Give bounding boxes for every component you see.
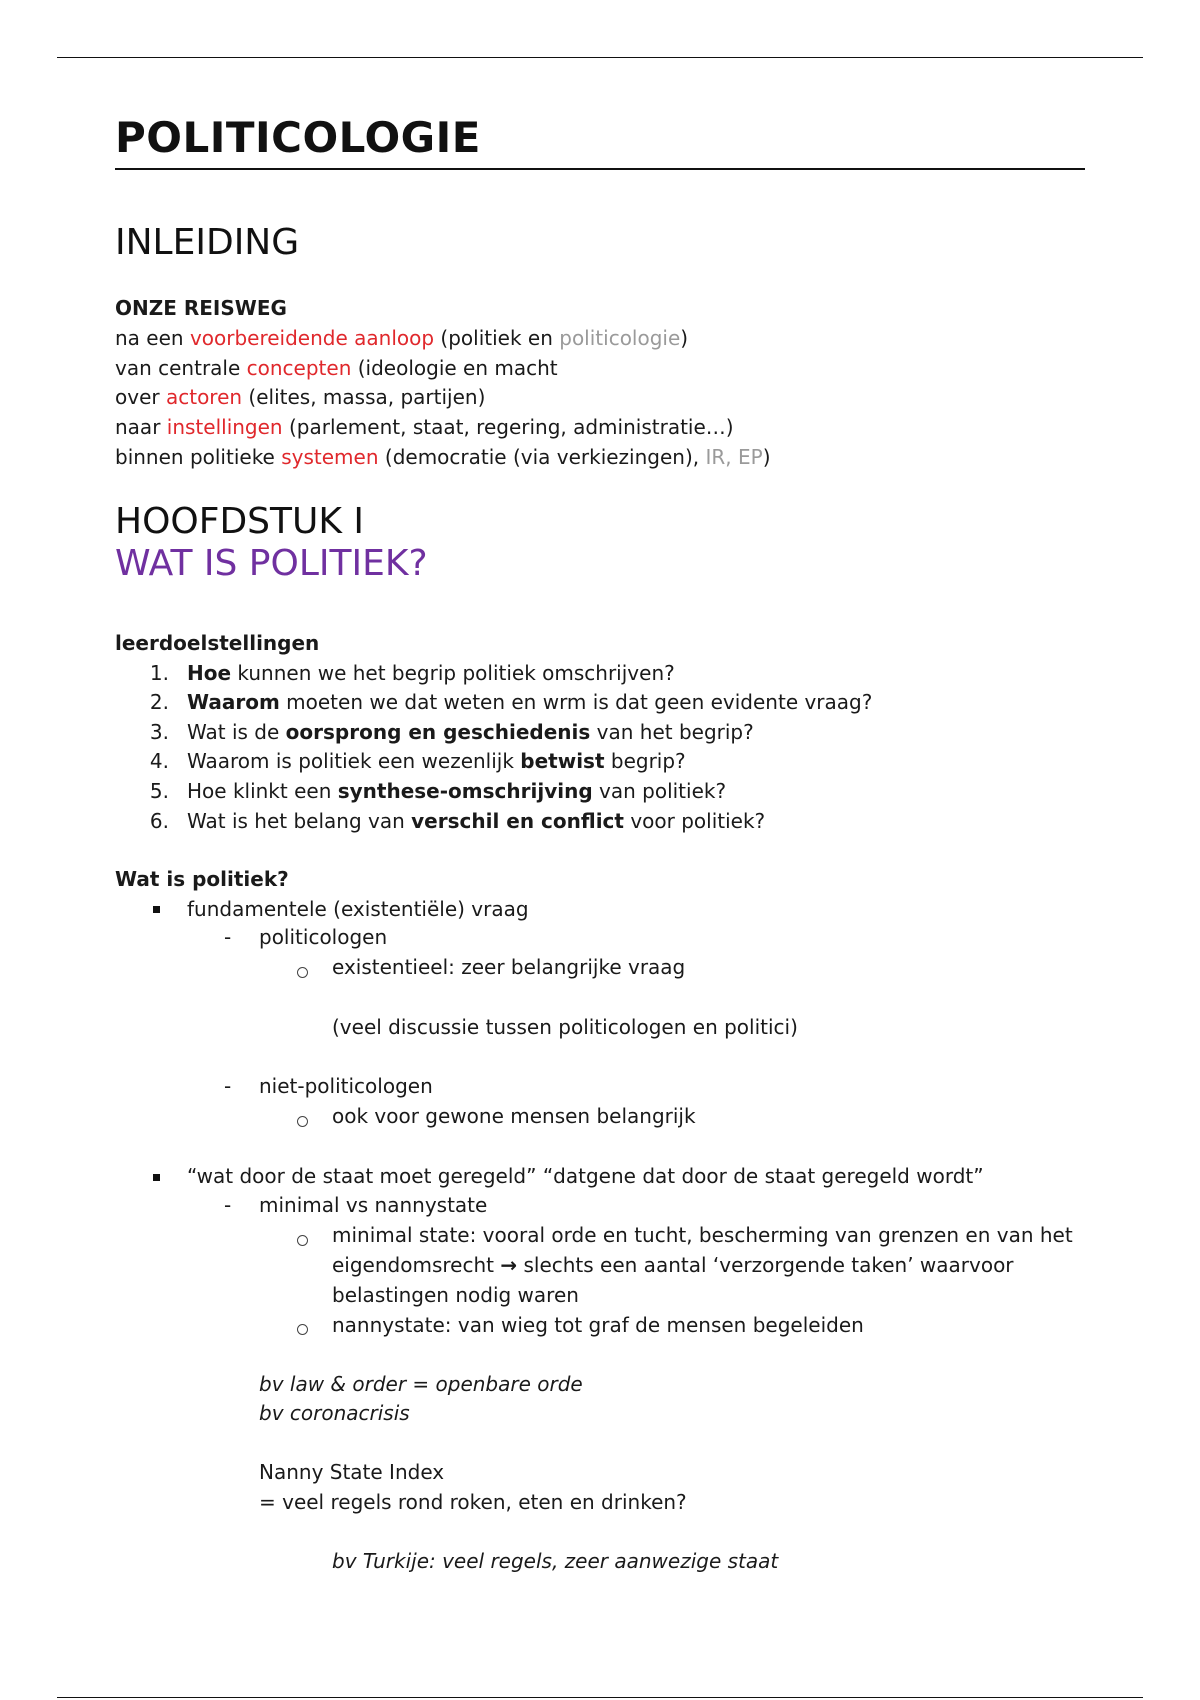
subheading-onze-reisweg: ONZE REISWEG	[115, 296, 287, 320]
note-text: (veel discussie tussen politicologen en politici)	[332, 1015, 798, 1039]
nanny-index-title: Nanny State Index	[259, 1460, 445, 1484]
heading-inleiding: INLEIDING	[115, 222, 300, 263]
circle-bullet-icon	[297, 1230, 308, 1249]
nanny-index-desc: = veel regels rond roken, eten en drinken?	[259, 1490, 687, 1514]
bullet-text: “wat door de staat moet geregeld” “datgene dat door de staat geregeld wordt”	[187, 1164, 984, 1188]
sub-bullet-text: minimal vs nannystate	[259, 1193, 488, 1217]
sub-bullet-text: politicologen	[259, 925, 388, 949]
example-text: bv law & order = openbare orde	[259, 1372, 583, 1396]
example-text: bv Turkije: veel regels, zeer aanwezige staat	[332, 1549, 779, 1573]
sub-sub-bullet-text: existentieel: zeer belangrijke vraag	[332, 955, 686, 979]
reisweg-line-3: over actoren (elites, massa, partijen)	[115, 385, 486, 409]
leerdoel-heading: leerdoelstellingen	[115, 631, 320, 655]
sub-sub-bullet-text: nannystate: van wieg tot graf de mensen begeleiden	[332, 1313, 864, 1337]
page-title: POLITICOLOGIE	[115, 113, 481, 162]
square-bullet-icon	[153, 1167, 160, 1186]
example-text: bv coronacrisis	[259, 1401, 410, 1425]
leerdoel-item: 2. Waarom moeten we dat weten en wrm is dat geen evidente vraag?	[149, 690, 873, 714]
reisweg-line-5: binnen politieke systemen (democratie (via verkiezingen), IR, EP)	[115, 445, 771, 469]
leerdoel-item: 6. Wat is het belang van verschil en conflict voor politiek?	[149, 809, 766, 833]
circle-bullet-icon	[297, 1319, 308, 1338]
arrow-right-icon: →	[500, 1253, 518, 1277]
title-underline	[115, 168, 1085, 170]
dash-bullet-icon: -	[224, 1074, 232, 1098]
leerdoel-item: 5. Hoe klinkt een synthese-omschrijving van politiek?	[149, 779, 727, 803]
bullet-text: fundamentele (existentiële) vraag	[187, 897, 529, 921]
top-rule	[57, 57, 1143, 58]
sub-sub-bullet-text: ook voor gewone mensen belangrijk	[332, 1104, 696, 1128]
circle-bullet-icon	[297, 1111, 308, 1130]
dash-bullet-icon: -	[224, 1193, 232, 1217]
reisweg-line-1: na een voorbereidende aanloop (politiek en politicologie)	[115, 326, 689, 350]
sub-sub-bullet-text-continued: eigendomsrecht → slechts een aantal ‘verzorgende taken’ waarvoor	[332, 1253, 1014, 1277]
sub-bullet-text: niet-politicologen	[259, 1074, 433, 1098]
dash-bullet-icon: -	[224, 925, 232, 949]
leerdoel-item: 3. Wat is de oorsprong en geschiedenis van het begrip?	[149, 720, 754, 744]
leerdoel-item: 1. Hoe kunnen we het begrip politiek omschrijven?	[149, 661, 675, 685]
chapter-label: HOOFDSTUK I	[115, 501, 365, 542]
wat-is-politiek-heading: Wat is politiek?	[115, 867, 289, 891]
sub-sub-bullet-text-continued: belastingen nodig waren	[332, 1283, 579, 1307]
reisweg-line-4: naar instellingen (parlement, staat, regering, administratie…)	[115, 415, 734, 439]
square-bullet-icon	[153, 899, 160, 918]
sub-sub-bullet-text: minimal state: vooral orde en tucht, bescherming van grenzen en van het	[332, 1223, 1073, 1247]
chapter-title: WAT IS POLITIEK?	[115, 543, 428, 584]
reisweg-line-2: van centrale concepten (ideologie en macht	[115, 356, 558, 380]
bottom-rule	[57, 1697, 1143, 1698]
leerdoel-item: 4. Waarom is politiek een wezenlijk betwist begrip?	[149, 749, 686, 773]
circle-bullet-icon	[297, 962, 308, 981]
